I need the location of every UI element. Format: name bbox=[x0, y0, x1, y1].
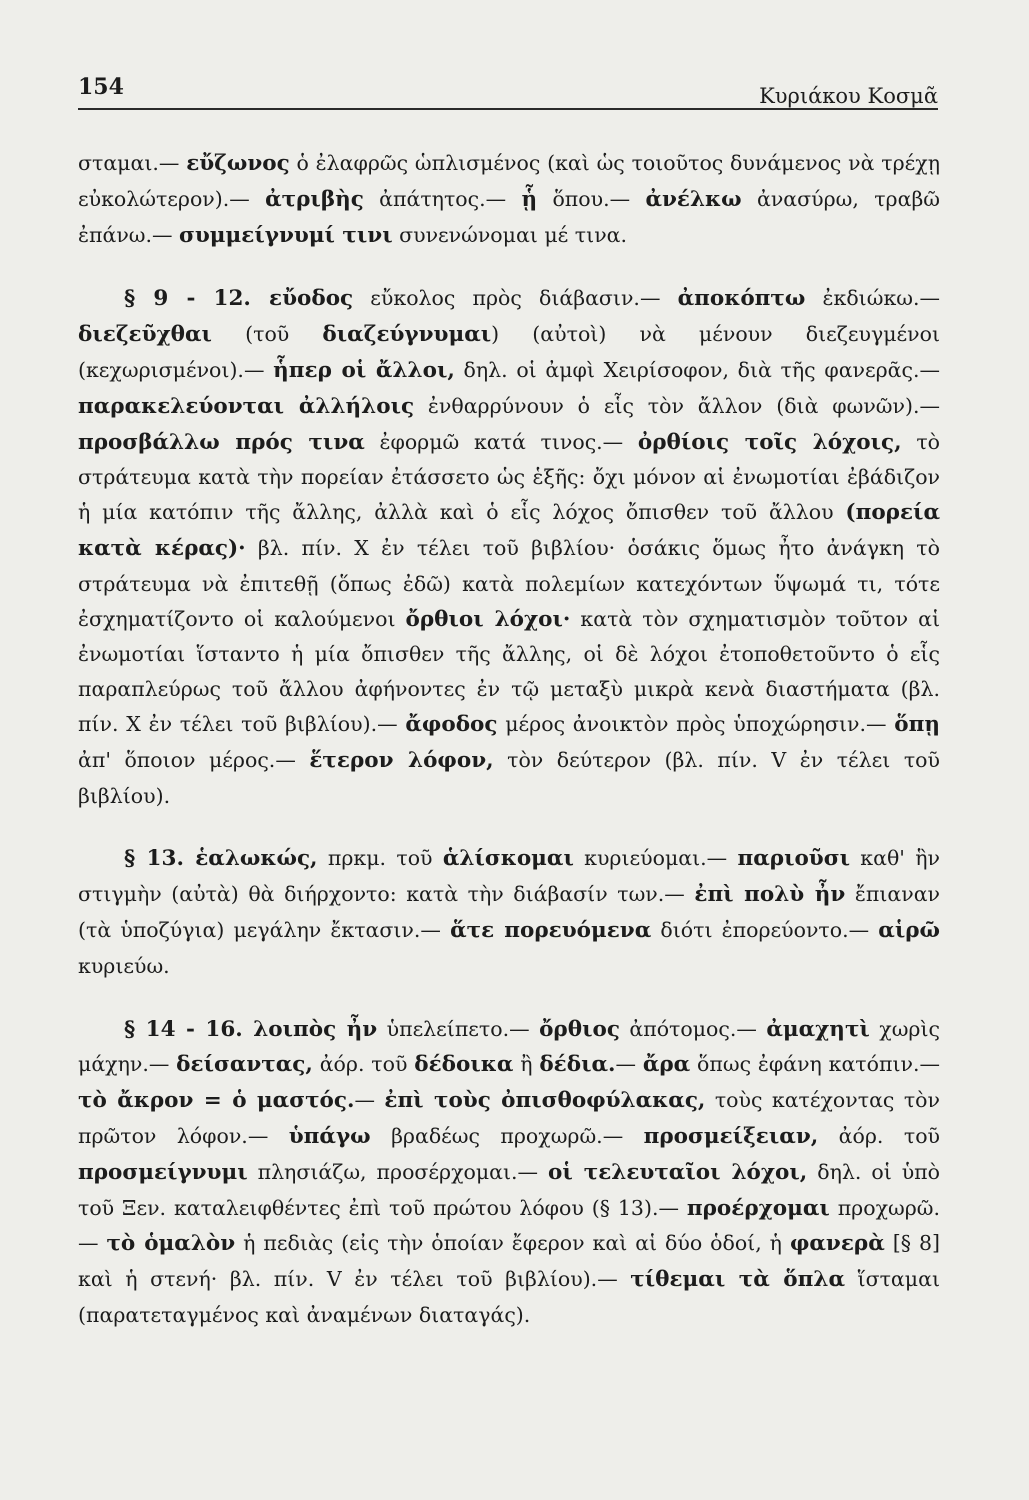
lemma: συμμείγνυμί τινι bbox=[179, 222, 393, 248]
lemma: διεζεῦχθαι bbox=[78, 322, 212, 348]
paragraph-section-14-16 bbox=[78, 1012, 940, 1333]
lemma: τίθεμαι τὰ ὅπλα bbox=[630, 1267, 845, 1293]
lemma: ὀρθίοις τοῖς λόχοις, bbox=[637, 429, 902, 455]
lemma: προέρχομαι bbox=[686, 1195, 830, 1221]
lemma: διαζεύγνυμαι bbox=[322, 322, 492, 348]
lemma: ἀτριβὴς bbox=[265, 186, 364, 212]
lemma: (πορεία κατὰ κέρας)· bbox=[78, 500, 940, 561]
lemma: τὸ ἄκρον = ὁ μαστός. bbox=[78, 1088, 355, 1114]
gloss-text: δηλ. οἱ ἀμφὶ Χειρίσοφον, διὰ τῆς φανερᾶς.— bbox=[454, 357, 941, 382]
gloss-text: κυριεύομαι.— bbox=[573, 846, 738, 871]
gloss-text: κυριεύω. bbox=[78, 953, 170, 978]
lemma: ἧπερ οἱ ἄλλοι, bbox=[273, 357, 455, 383]
page-header bbox=[78, 72, 938, 110]
gloss-text: διότι ἐπορεύοντο.— bbox=[651, 917, 879, 942]
page-number: 154 bbox=[78, 74, 124, 100]
gloss-text: ἔπιαναν (τὰ ὑποζύγια) μεγάλην ἔκτασιν.— bbox=[78, 882, 940, 942]
gloss-text: ἀνασύρω, τραβῶ ἐπάνω.— bbox=[78, 186, 941, 247]
gloss-text: ) (αὐτοὶ) νὰ μένουν διεζευγμένοι (κεχωρισμένοι).— bbox=[78, 322, 940, 382]
lemma: ἄρα bbox=[642, 1052, 691, 1078]
gloss-text: ἀόρ. τοῦ bbox=[818, 1123, 940, 1148]
gloss-text: ἐφορμῶ κατά τινος.— bbox=[364, 429, 638, 454]
lemma: ἐπὶ πολὺ ἦν bbox=[694, 882, 846, 908]
gloss-text: καθ' ἣν στιγμὴν (αὐτὰ) θὰ διήρχοντο: κατὰ τὴν διάβασίν των.— bbox=[78, 846, 940, 907]
gloss-text: τοὺς κατέχοντας τὸν πρῶτον λόφον.— bbox=[78, 1088, 940, 1148]
paragraph-section-13 bbox=[78, 841, 940, 983]
lemma: ὑπάγω bbox=[288, 1123, 371, 1149]
lemma: ὄρθιοι λόχοι· bbox=[405, 606, 571, 632]
lemma: προσμείγνυμι bbox=[78, 1159, 248, 1185]
lemma: ἁλίσκομαι bbox=[442, 846, 574, 872]
gloss-text: εὔκολος πρὸς διάβασιν.— bbox=[353, 286, 678, 311]
commentary-body bbox=[78, 146, 940, 1333]
lemma: φανερὰ bbox=[789, 1231, 885, 1257]
lemma: παρακελεύονται ἀλλήλοις bbox=[78, 393, 415, 419]
lemma: ἅτε πορευόμενα bbox=[450, 917, 652, 943]
paragraph-section-9-12 bbox=[78, 281, 940, 813]
gloss-text: βραδέως προχωρῶ.— bbox=[370, 1123, 644, 1148]
gloss-text: ὅπως ἐφάνη κατόπιν.— bbox=[690, 1052, 940, 1077]
gloss-text: ἢ bbox=[513, 1052, 540, 1077]
lemma: ἄφοδος bbox=[405, 711, 498, 737]
lemma: § 14 - 16. λοιπὸς ἦν bbox=[124, 1016, 378, 1042]
gloss-text: ἵσταμαι (παρατεταγμένος καὶ ἀναμένων διαταγάς). bbox=[78, 1267, 940, 1327]
lemma: προσμείξειαν, bbox=[643, 1123, 819, 1149]
lemma: ὄρθιος bbox=[539, 1016, 620, 1042]
lemma: ἀμαχητὶ bbox=[766, 1016, 870, 1042]
gloss-text: ἀπ' ὅποιον μέρος.— bbox=[78, 747, 310, 772]
lemma: ἀποκόπτω bbox=[677, 286, 806, 312]
lemma: εὔζωνος bbox=[186, 151, 290, 176]
lemma: ᾗ bbox=[521, 186, 538, 212]
lemma: παριοῦσι bbox=[737, 846, 850, 872]
gloss-text: ἡ πεδιὰς (εἰς τὴν ὁποίαν ἔφερον καὶ αἱ δύο ὁδοί, ἡ bbox=[235, 1231, 790, 1256]
gloss-text: δηλ. οἱ ὑπὸ τοῦ Ξεν. καταλειφθέντες ἐπὶ τοῦ πρώτου λόφου (§ 13).— bbox=[78, 1159, 940, 1220]
gloss-text: — bbox=[615, 1052, 643, 1077]
gloss-text: βλ. πίν. X ἐν τέλει τοῦ βιβλίου· ὁσάκις ὅμως ἦτο ἀνάγκη τὸ στράτευμα νὰ ἐπιτεθῇ (ὅπως ἐδῶ) κατὰ πολεμίων κατεχόντων ὕψωμά τι, τότε ἐσχηματίζοντο οἱ καλούμενοι bbox=[78, 535, 940, 631]
lemma: τὸ ὁμαλὸν bbox=[106, 1231, 236, 1257]
gloss-text: πλησιάζω, προσέρχομαι.— bbox=[247, 1159, 549, 1184]
lemma: ὅπῃ bbox=[894, 711, 940, 737]
gloss-text: σταμαι.— bbox=[78, 151, 187, 175]
lemma: ἀνέλκω bbox=[645, 186, 742, 212]
gloss-text: ὁ ἐλαφρῶς ὡπλισμένος (καὶ ὡς τοιοῦτος δυνάμενος νὰ τρέχῃ εὐκολώτερον).— bbox=[78, 151, 940, 211]
gloss-text: ἀπότομος.— bbox=[619, 1016, 767, 1041]
lemma: δέδοικα bbox=[414, 1052, 514, 1078]
gloss-text: προχωρῶ.— bbox=[78, 1195, 940, 1256]
gloss-text: ὅπου.— bbox=[537, 186, 646, 211]
gloss-text: ἐνθαρρύνουν ὁ εἷς τὸν ἄλλον (διὰ φωνῶν).— bbox=[414, 393, 940, 418]
lemma: δέδια. bbox=[539, 1052, 616, 1078]
gloss-text: ἀπάτητος.— bbox=[363, 186, 522, 211]
lemma: δείσαντας, bbox=[176, 1052, 313, 1078]
gloss-text: κατὰ τὸν σχηματισμὸν τοῦτον αἱ ἐνωμοτίαι ἵσταντο ἡ μία ὄπισθεν τῆς ἄλλης, οἱ δὲ λόχοι ἐτοποθετοῦντο ὁ εἷς παραπλεύρως τοῦ ἄλλου ἀφήνοντες ἐν τῷ μεταξὺ μικρὰ κενὰ διαστήματα (βλ. πίν. X ἐν τέλει τοῦ βιβλίου).— bbox=[78, 606, 940, 736]
lemma: οἱ τελευταῖοι λόχοι, bbox=[548, 1159, 808, 1185]
gloss-text: (τοῦ bbox=[211, 322, 323, 347]
lemma: προσβάλλω πρός τινα bbox=[78, 429, 365, 455]
gloss-text: ἐκδιώκω.— bbox=[805, 286, 940, 311]
lemma: αἱρῶ bbox=[878, 917, 941, 943]
gloss-text: — bbox=[354, 1088, 385, 1113]
running-head: Κυριάκου Κοσμᾶ bbox=[759, 84, 938, 108]
gloss-text: τὸ στράτευμα κατὰ τὴν πορείαν ἐτάσσετο ὡς ἑξῆς: ὄχι μόνον αἱ ἐνωμοτίαι ἐβάδιζον ἡ μία κατόπιν τῆς ἄλλης, ἀλλὰ καὶ ὁ εἷς λόχος ὄπισθεν τοῦ ἄλλου bbox=[78, 429, 941, 525]
paragraph-continuation bbox=[78, 146, 940, 253]
gloss-text: χωρὶς μάχην.— bbox=[78, 1016, 940, 1077]
lemma: ἕτερον λόφον, bbox=[309, 747, 494, 773]
gloss-text: ὑπελείπετο.— bbox=[377, 1016, 540, 1041]
lemma: § 13. ἑαλωκώς, bbox=[124, 846, 318, 872]
gloss-text: [§ 8] καὶ ἡ στενή· βλ. πίν. V ἐν τέλει τοῦ βιβλίου).— bbox=[78, 1231, 940, 1292]
gloss-text: συνενώνομαι μέ τινα. bbox=[392, 222, 628, 247]
gloss-text: πρκμ. τοῦ bbox=[317, 846, 443, 871]
gloss-text: τὸν δεύτερον (βλ. πίν. V ἐν τέλει τοῦ βιβλίου). bbox=[78, 747, 940, 808]
gloss-text: μέρος ἀνοικτὸν πρὸς ὑποχώρησιν.— bbox=[497, 711, 895, 736]
lemma: ἐπὶ τοὺς ὀπισθοφύλακας, bbox=[384, 1088, 706, 1114]
lemma: § 9 - 12. εὔοδος bbox=[124, 286, 354, 312]
gloss-text: ἀόρ. τοῦ bbox=[312, 1052, 415, 1077]
